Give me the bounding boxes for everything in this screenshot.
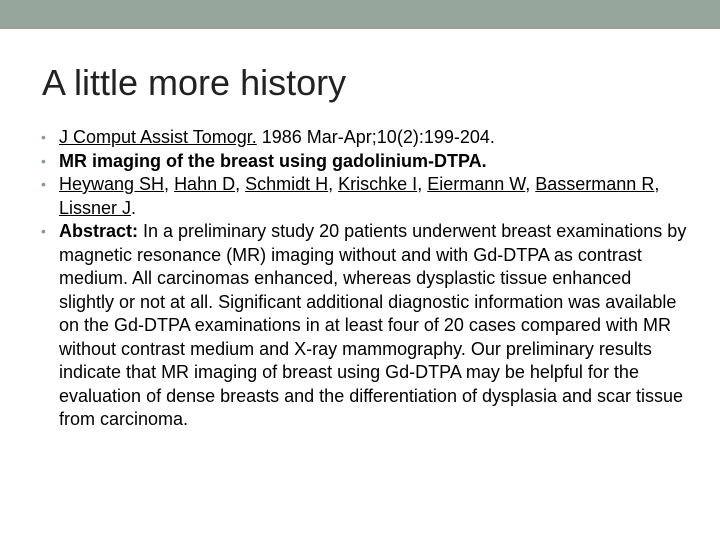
bullet-marker: • — [41, 176, 46, 192]
bullet-citation — [40, 126, 690, 150]
author-separator: , — [235, 174, 246, 194]
bullet-marker: • — [41, 129, 46, 145]
bullet-article-title — [40, 150, 690, 174]
abstract-label: Abstract: — [59, 221, 139, 241]
top-accent-bar — [0, 0, 720, 29]
author-separator: , — [654, 174, 660, 194]
author-link[interactable]: Bassermann R — [535, 174, 655, 194]
author-separator: , — [328, 174, 339, 194]
citation-details: 1986 Mar-Apr;10(2):199-204. — [256, 127, 495, 147]
slide-title: A little more history — [42, 62, 347, 103]
bullet-list — [40, 126, 690, 432]
author-link[interactable]: Heywang SH — [59, 174, 165, 194]
article-title: MR imaging of the breast using gadolinium-DTPA. — [59, 150, 487, 171]
author-link[interactable]: Lissner J — [59, 197, 132, 218]
bullet-marker: • — [41, 152, 46, 169]
author-link[interactable]: Hahn D — [174, 174, 236, 194]
abstract-text: In a preliminary study 20 patients underwent breast examinations by magnetic resonance (MR) imaging without and with Gd-DTPA as contrast medium. All carcinomas enhanced, whereas dysplastic tissue enhanced slightly or not at all. Significant additional diagnostic information was available on the Gd-DTPA examinations in at least four of 20 cases compared with MR without contrast medium and X-ray mammography. Our preliminary results indicate that MR imaging of breast using Gd-DTPA may be helpful for the evaluation of dense breasts and the differentiation of dysplasia and scar tissue from carcinoma. — [59, 221, 687, 429]
author-link[interactable]: Krischke I — [338, 174, 418, 194]
bullet-abstract — [40, 220, 690, 432]
bullet-authors — [40, 173, 690, 220]
author-link[interactable]: Eiermann W — [427, 174, 526, 194]
author-list-end: . — [131, 197, 137, 218]
author-separator: , — [164, 174, 175, 194]
author-link[interactable]: Schmidt H — [245, 174, 329, 194]
journal-link[interactable]: J Comput Assist Tomogr. — [59, 127, 257, 147]
author-separator: , — [417, 174, 428, 194]
author-separator: , — [525, 174, 536, 194]
bullet-marker: • — [41, 223, 46, 239]
